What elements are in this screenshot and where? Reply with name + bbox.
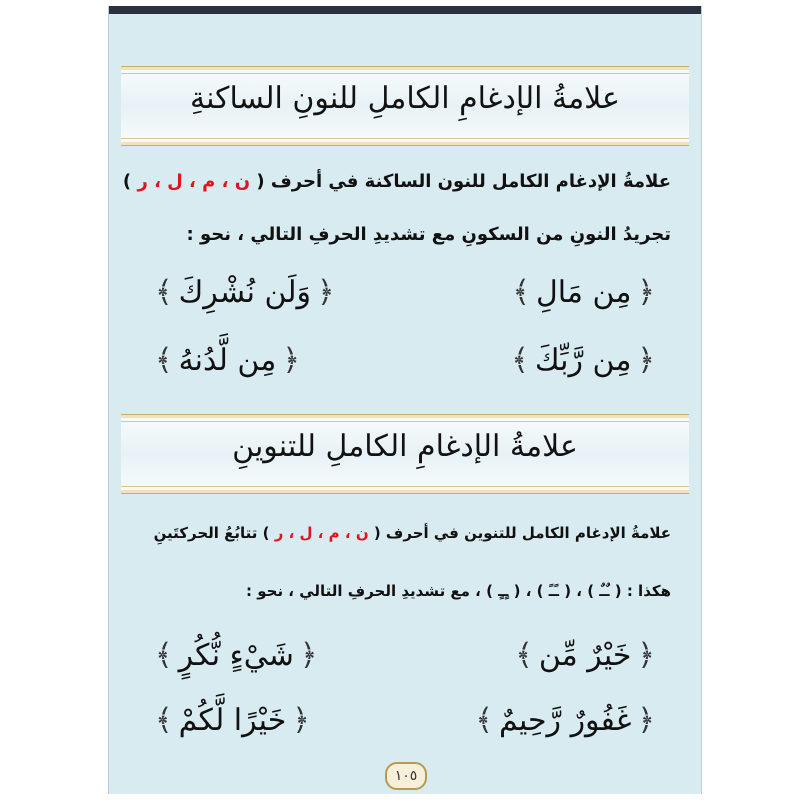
ornament-close-icon: ﴾: [511, 342, 529, 378]
section1-banner: [121, 66, 689, 146]
ornament-close-icon: ﴾: [512, 274, 530, 310]
example: [149, 336, 306, 384]
example: [505, 336, 661, 384]
section2-line2: هكذا : ( ـٌـٌ ) ، ( ـًـً ) ، ( ـٍـٍ ) ، مع تشديدِ الحرفِ التالي ، نحو :: [246, 582, 671, 600]
example: [149, 268, 341, 316]
ornament-open-icon: ﴿: [282, 342, 300, 378]
ornament-close-icon: ﴾: [475, 702, 493, 738]
section1-line1-text: علامةُ الإدغام الكامل للنون الساكنة في أحرف (: [256, 171, 671, 192]
section1-line1: [122, 171, 671, 192]
example-text: خَيْرًا لَّكُمْ: [178, 702, 287, 738]
top-bar: [109, 6, 701, 14]
example: [509, 631, 661, 679]
ornament-close-icon: ﴾: [515, 637, 533, 673]
section1-line1-letters: ن ، م ، ل ، ر: [137, 171, 251, 192]
section2-banner: [121, 414, 689, 494]
example: [149, 696, 316, 744]
example-text: مِن رَّبِّكَ: [534, 342, 632, 378]
section2-line1-end: ) تتابُعُ الحركتَينِ: [153, 524, 270, 542]
section2-line1: [139, 524, 671, 542]
ornament-close-icon: ﴾: [155, 702, 173, 738]
section1-examples-row1: [149, 268, 661, 316]
book-page: [108, 6, 702, 794]
page-number: ١٠٥: [385, 762, 427, 790]
example-text: غَفُورٌ رَّحِيمٌ: [498, 702, 632, 738]
ornament-open-icon: ﴿: [316, 274, 335, 310]
example-text: شَيْءٍ نُّكُرٍ: [178, 637, 294, 673]
section2-line1-letters: ن ، م ، ل ، ر: [274, 524, 369, 542]
section2-examples-row2: [149, 696, 661, 744]
ornament-open-icon: ﴿: [637, 342, 655, 378]
section1-line1-end: ): [122, 171, 132, 192]
example-text: خَيْرٌ مِّن: [538, 637, 632, 673]
ornament-close-icon: ﴾: [155, 274, 173, 310]
ornament-open-icon: ﴿: [299, 637, 318, 673]
example-text: مِن لَّدُنهُ: [178, 342, 277, 378]
example: [149, 631, 323, 679]
section1-title: علامةُ الإدغامِ الكاملِ للنونِ الساكنةِ: [190, 81, 620, 116]
example: [469, 696, 661, 744]
ornament-open-icon: ﴿: [637, 274, 655, 310]
ornament-open-icon: ﴿: [637, 637, 655, 673]
section2-title: علامةُ الإدغامِ الكاملِ للتنوينِ: [232, 429, 578, 464]
example-text: وَلَن نُشْرِكَ: [178, 274, 311, 310]
section1-line2: تجريدُ النونِ من السكونِ مع تشديدِ الحرفِ التالي ، نحو :: [186, 224, 671, 245]
section2-line1-text: علامةُ الإدغام الكامل للتنوين في أحرف (: [373, 524, 671, 542]
example: [506, 268, 661, 316]
section2-examples-row1: [149, 631, 661, 679]
ornament-close-icon: ﴾: [155, 342, 173, 378]
ornament-open-icon: ﴿: [637, 702, 655, 738]
section1-examples-row2: [149, 336, 661, 384]
ornament-close-icon: ﴾: [155, 637, 173, 673]
example-text: مِن مَالِ: [535, 274, 632, 310]
ornament-open-icon: ﴿: [292, 702, 310, 738]
